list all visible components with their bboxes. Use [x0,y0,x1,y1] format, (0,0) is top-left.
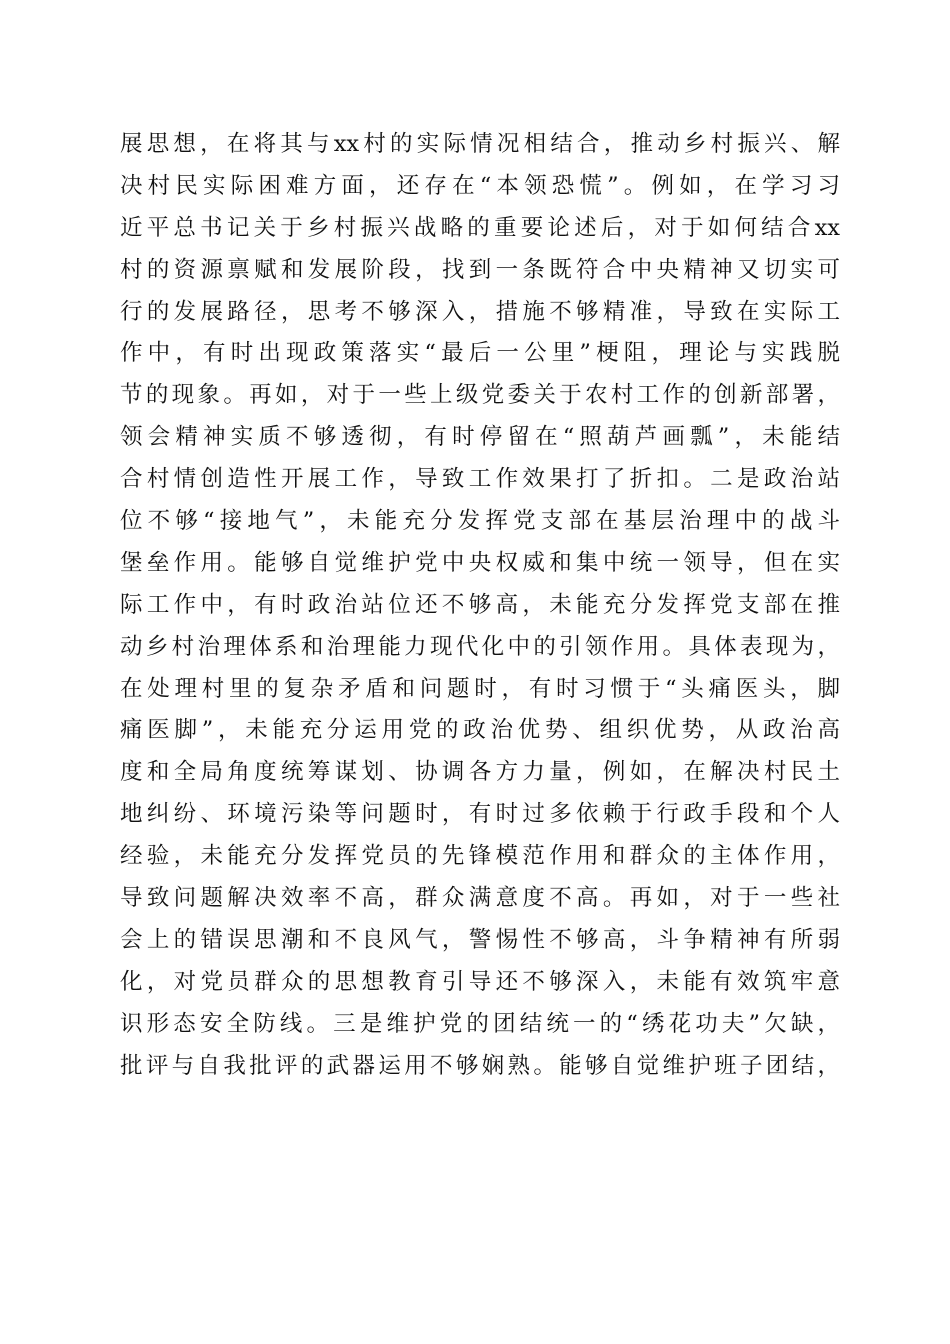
text-line: 度和全局角度统筹谋划、协调各方力量，例如，在解决村民土 [120,759,840,786]
text-line: 决村民实际困难方面，还存在“本领恐慌”。例如，在学习习 [120,172,840,199]
text-line: 展思想，在将其与xx村的实际情况相结合，推动乡村振兴、解 [120,131,840,157]
text-line: 识形态安全防线。三是维护党的团结统一的“绣花功夫”欠缺， [120,1010,840,1037]
text-line: 节的现象。再如，对于一些上级党委关于农村工作的创新部署， [120,382,840,409]
text-line: 会上的错误思潮和不良风气，警惕性不够高，斗争精神有所弱 [120,926,840,953]
text-line: 痛医脚”，未能充分运用党的政治优势、组织优势，从政治高 [120,717,840,744]
text-line: 批评与自我批评的武器运用不够娴熟。能够自觉维护班子团结， [120,1052,840,1079]
text-line: 村的资源禀赋和发展阶段，找到一条既符合中央精神又切实可 [120,256,840,283]
text-line: 合村情创造性开展工作，导致工作效果打了折扣。二是政治站 [120,466,840,493]
text-line: 堡垒作用。能够自觉维护党中央权威和集中统一领导，但在实 [120,549,840,576]
text-line: 动乡村治理体系和治理能力现代化中的引领作用。具体表现为， [120,633,840,660]
text-line: 际工作中，有时政治站位还不够高，未能充分发挥党支部在推 [120,591,840,618]
text-line: 作中，有时出现政策落实“最后一公里”梗阻，理论与实践脱 [120,340,840,367]
body-text [120,124,840,1087]
text-line: 位不够“接地气”，未能充分发挥党支部在基层治理中的战斗 [120,508,840,535]
text-line: 在处理村里的复杂矛盾和问题时，有时习惯于“头痛医头，脚 [120,675,840,702]
text-line: 导致问题解决效率不高，群众满意度不高。再如，对于一些社 [120,885,840,912]
text-line: 经验，未能充分发挥党员的先锋模范作用和群众的主体作用， [120,843,840,870]
text-line: 行的发展路径，思考不够深入，措施不够精准，导致在实际工 [120,298,840,325]
text-line: 地纠纷、环境污染等问题时，有时过多依赖于行政手段和个人 [120,801,840,828]
text-line: 化，对党员群众的思想教育引导还不够深入，未能有效筑牢意 [120,968,840,995]
text-line: 近平总书记关于乡村振兴战略的重要论述后，对于如何结合xx [120,214,840,241]
text-line: 领会精神实质不够透彻，有时停留在“照葫芦画瓢”，未能结 [120,424,840,451]
